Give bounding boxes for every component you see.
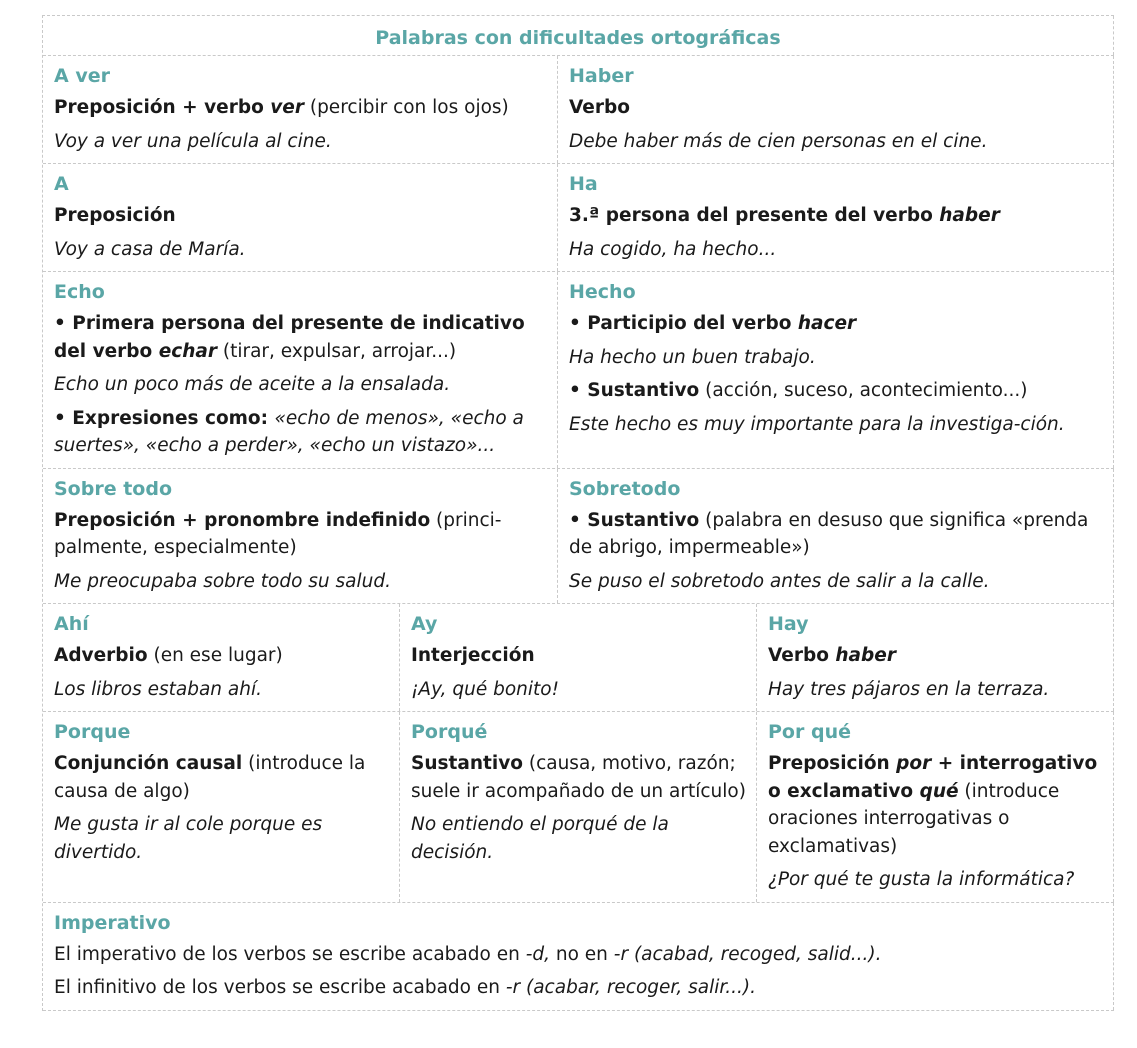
cell-ay xyxy=(400,604,757,711)
cell-hay xyxy=(757,604,1114,711)
word-heading: Porque xyxy=(54,721,131,743)
definition: Verbo haber xyxy=(768,645,896,666)
definition: • Expresiones como: «echo de menos», «echo a suertes», «echo a perder», «echo un vistazo»... xyxy=(54,407,524,456)
cell-porque xyxy=(43,712,400,902)
example: Voy a casa de María. xyxy=(54,238,246,260)
cell-por-que xyxy=(757,712,1114,902)
word-heading: Sobretodo xyxy=(569,477,681,500)
word-heading: Por qué xyxy=(768,721,851,743)
cell-ha xyxy=(558,164,1114,271)
definition: Adverbio (en ese lugar) xyxy=(54,645,283,666)
rule-line: El infinitivo de los verbos se escribe acabado en -r (acabar, recoger, salir...). xyxy=(54,977,756,998)
definition: • Sustantivo (acción, suceso, acontecimiento...) xyxy=(569,380,1028,401)
definition: • Primera persona del presente de indicativo del verbo echar (tirar, expulsar, arrojar...) xyxy=(54,313,525,362)
definition: Interjección xyxy=(411,645,535,666)
table-row xyxy=(43,469,1114,605)
rule-line: El imperativo de los verbos se escribe acabado en -d, no en -r (acabad, recoged, salid...). xyxy=(54,943,882,965)
word-heading: Haber xyxy=(569,65,634,87)
cell-sobretodo xyxy=(558,469,1114,604)
example: Ha cogido, ha hecho... xyxy=(569,238,777,260)
table-row xyxy=(43,604,1114,712)
word-heading: Imperativo xyxy=(54,911,171,934)
cell-hecho xyxy=(558,272,1114,468)
table-row xyxy=(43,712,1114,903)
cell-echo xyxy=(43,272,558,468)
word-heading: Echo xyxy=(54,281,105,303)
word-heading: Porqué xyxy=(411,721,488,743)
word-heading: A ver xyxy=(54,65,110,87)
definition: Preposición xyxy=(54,205,176,226)
cell-porque-sustantivo xyxy=(400,712,757,902)
cell-a-ver xyxy=(43,56,558,163)
definition: • Participio del verbo hacer xyxy=(569,313,857,334)
orthography-table xyxy=(42,15,1114,1011)
example: No entiendo el porqué de la decisión. xyxy=(411,814,669,863)
definition: Conjunción causal (introduce la causa de algo) xyxy=(54,753,366,802)
word-heading: Ahí xyxy=(54,613,89,635)
example: Debe haber más de cien personas en el cine. xyxy=(569,130,988,152)
definition: 3.ª persona del presente del verbo haber xyxy=(569,205,1000,226)
definition: • Sustantivo (palabra en desuso que significa «prenda de abrigo, impermeable») xyxy=(569,509,1089,558)
example: Voy a ver una película al cine. xyxy=(54,130,332,152)
definition: Preposición por + interrogativo o exclamativo qué (introduce oraciones interrogativas o exclamativas) xyxy=(768,753,1098,857)
definition: Verbo xyxy=(569,97,630,118)
cell-a xyxy=(43,164,558,271)
cell-haber xyxy=(558,56,1114,163)
definition: Sustantivo (causa, motivo, razón; suele ir acompañado de un artículo) xyxy=(411,753,746,802)
example: Se puso el sobretodo antes de salir a la calle. xyxy=(569,570,990,592)
word-heading: Ha xyxy=(569,173,598,195)
word-heading: Hay xyxy=(768,613,809,635)
example: Me preocupaba sobre todo su salud. xyxy=(54,570,392,592)
definition: Preposición + verbo ver (percibir con los ojos) xyxy=(54,97,509,118)
cell-sobre-todo xyxy=(43,469,558,604)
table-row xyxy=(43,903,1114,1011)
title-row xyxy=(43,16,1114,56)
table-row xyxy=(43,56,1114,164)
definition: Preposición + pronombre indefinido (princi-palmente, especialmente) xyxy=(54,509,502,558)
title-cell xyxy=(43,16,1114,55)
example: ¿Por qué te gusta la informática? xyxy=(768,869,1075,890)
word-heading: Sobre todo xyxy=(54,477,172,500)
example: Este hecho es muy importante para la investiga-ción. xyxy=(569,413,1065,435)
cell-imperativo xyxy=(43,903,1114,1010)
word-heading: Ay xyxy=(411,613,438,635)
example: Los libros estaban ahí. xyxy=(54,678,262,700)
word-heading: Hecho xyxy=(569,281,636,303)
table-row xyxy=(43,272,1114,469)
table-row xyxy=(43,164,1114,272)
word-heading: A xyxy=(54,173,69,195)
table-title: Palabras con dificultades ortográficas xyxy=(375,27,781,49)
cell-ahi xyxy=(43,604,400,711)
example: Echo un poco más de aceite a la ensalada. xyxy=(54,374,451,395)
example: Ha hecho un buen trabajo. xyxy=(569,346,816,368)
example: ¡Ay, qué bonito! xyxy=(411,678,559,700)
example: Hay tres pájaros en la terraza. xyxy=(768,678,1050,700)
example: Me gusta ir al cole porque es divertido. xyxy=(54,814,323,863)
